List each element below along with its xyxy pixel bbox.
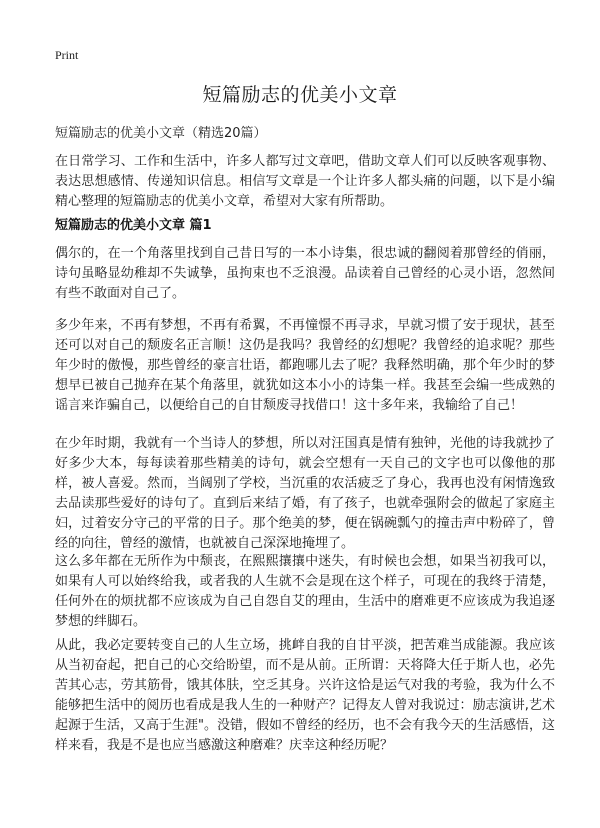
body-paragraph-4: 这么多年都在无所作为中颓丧，在熙熙攘攘中迷失，有时候也会想，如果当初我可以，如果有人可以始终给我，或者我的人生就不会是现在这个样子，可现在的我终于清楚，任何外在的烦扰都不应该成为自己自怨自艾的理由，生活中的磨难更不应该成为我追逐梦想的绊脚石。 (55, 554, 555, 629)
body-paragraph-1: 偶尔的，在一个角落里找到自己昔日写的一本小诗集，很忠诚的翻阅着那曾经的俏丽，诗句虽略显幼稚却不失诚挚，虽拘束也不乏浪漫。品读着自己曾经的心灵小语，忽然间有些不敢面对自己了。 (55, 246, 555, 301)
print-link[interactable]: Print (55, 48, 79, 62)
intro-paragraph: 在日常学习、工作和生活中，许多人都写过文章吧，借助文章人们可以反映客观事物、表达思想感情、传递知识信息。相信写文章是一个让许多人都头痛的问题，以下是小编精心整理的短篇励志的优美小文章，希望对大家有所帮助。 (55, 154, 555, 209)
body-paragraph-2: 多少年来，不再有梦想，不再有希翼，不再憧憬不再寻求，早就习惯了安于现状，甚至还可以对自己的颓废名正言顺！这仍是我吗？我曾经的幻想呢？我曾经的追求呢？那些年少时的傲慢，那些曾经的豪言壮语，都跑哪儿去了呢？我释然明确，那个年少时的梦想早已被自己抛弃在某个角落里，就犹如这本小小的诗集一样。我甚至会编一些成熟的谣言来诈骗自己，以便给自己的自甘颓废寻找借口！这十多年来，我输给了自己！ (55, 318, 555, 413)
section-heading: 短篇励志的优美小文章 篇1 (55, 218, 212, 233)
body-paragraph-3: 在少年时期，我就有一个当诗人的梦想，所以对汪国真是情有独钟，光他的诗我就抄了好多少大本，每每读着那些精美的诗句，就会空想有一天自己的文字也可以像他的那样，被人喜爱。然而，当阔别了学校，当沉重的农活疲乏了身心，我再也没有闲情逸致去品读那些爱好的诗句了。直到后来结了婚，有了孩子，也就牵强附会的做起了家庭主妇，过着安分守己的平常的日子。那个绝美的梦，便在锅碗瓢勺的撞击声中粉碎了，曾经的向往，曾经的激情，也就被自己深深地掩埋了。 (55, 436, 555, 551)
page-title: 短篇励志的优美小文章 (202, 84, 398, 106)
article-subtitle: 短篇励志的优美小文章（精选20篇） (55, 126, 267, 141)
body-paragraph-5: 从此，我必定要转变自己的人生立场，挑衅自我的自甘平淡，把苦难当成能源。我应该从当初奋起，把自己的心交给盼望，而不是从前。正所谓：天将降大任于斯人也，必先苦其心志，劳其筋骨，饿其体肤，空乏其身。兴许这恰是运气对我的考验，我为什么不能够把生活中的阅历也看成是我人生的一种财产？记得友人曾对我说过：励志演讲,艺术起源于生活，又高于生涯"。没错，假如不曾经的经历，也不会有我今天的生活感悟，这样来看，我是不是也应当感激这种磨难？庆幸这种经历呢？ (55, 638, 555, 753)
